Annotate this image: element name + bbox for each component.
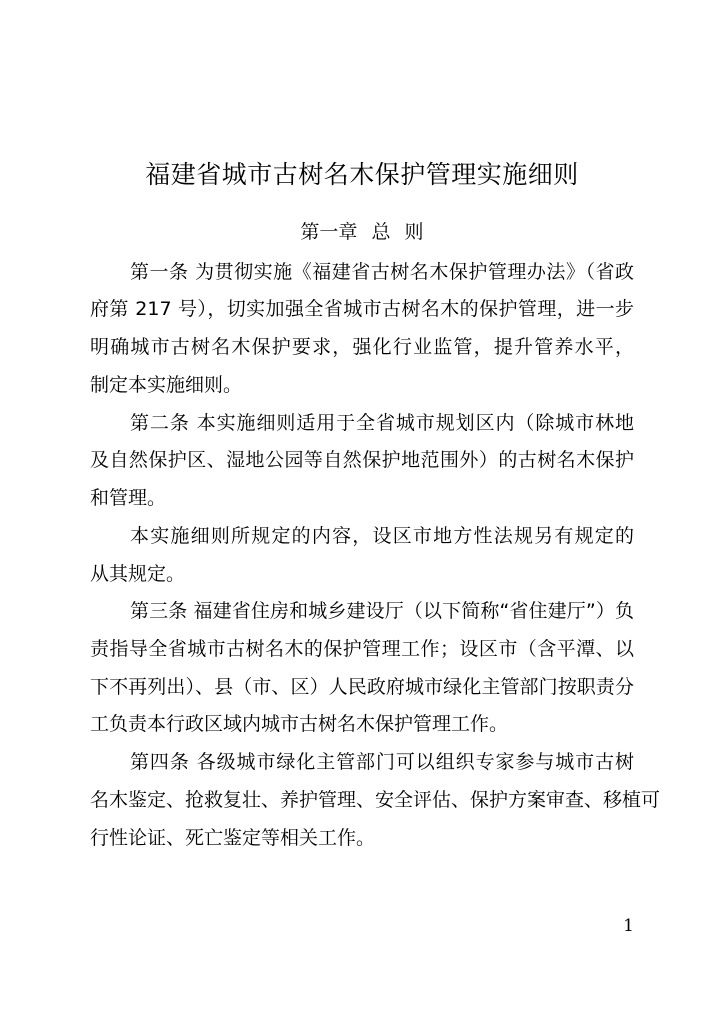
text-line: 下不再列出）、县（市、区）人民政府城市绿化主管部门按职责分	[90, 676, 634, 698]
text-line: 第二条 本实施细则适用于全省城市规划区内（除城市林地	[130, 412, 634, 434]
text-line: 行性论证、死亡鉴定等相关工作。	[90, 827, 376, 849]
chapter-number: 第一章	[300, 221, 358, 243]
chapter-name-part1: 总	[371, 221, 391, 243]
text-line: 本实施细则所规定的内容，设区市地方性法规另有规定的	[130, 525, 634, 547]
text-line: 及自然保护区、湿地公园等自然保护地范围外）的古树名木保护	[90, 449, 634, 471]
chapter-name-part2: 则	[404, 221, 424, 243]
text-line: 明确城市古树名木保护要求，强化行业监管，提升管养水平，	[90, 336, 634, 358]
text-line: 制定本实施细则。	[90, 374, 243, 396]
text-line: 从其规定。	[90, 563, 186, 585]
text-line: 名木鉴定、抢救复壮、养护管理、安全评估、保护方案审查、移植可	[90, 789, 661, 811]
text-line: 责指导全省城市古树名木的保护管理工作；设区市（含平潭、以	[90, 638, 634, 660]
chapter-heading	[0, 219, 724, 245]
text-line: 第四条 各级城市绿化主管部门可以组织专家参与城市古树	[130, 751, 634, 773]
text-line: 工负责本行政区域内城市古树名木保护管理工作。	[90, 713, 509, 735]
page-number: 1	[623, 916, 634, 936]
text-line: 和管理。	[90, 487, 167, 509]
text-line: 第三条 福建省住房和城乡建设厅（以下简称“省住建厅”）负	[130, 600, 634, 622]
text-line: 第一条 为贯彻实施《福建省古树名木保护管理办法》（省政	[130, 261, 634, 283]
document-title: 福建省城市古树名木保护管理实施细则	[145, 159, 579, 189]
text-line: 府第 217 号），切实加强全省城市古树名木的保护管理，进一步	[90, 298, 634, 320]
